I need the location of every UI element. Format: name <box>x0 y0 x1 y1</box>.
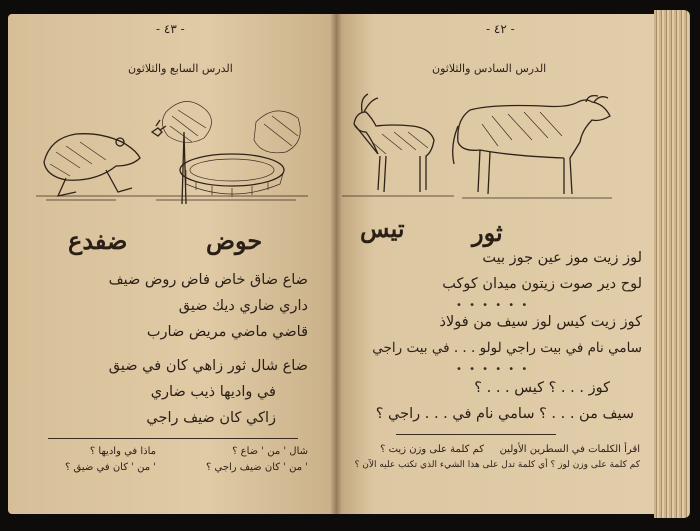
key-word-ox: ثور <box>472 218 503 247</box>
question-2: كم كلمة على وزن زيت ؟ <box>380 444 484 455</box>
question-1: شال ' من ' ضاع ؟ <box>232 446 308 457</box>
lesson-title: الدرس السادس والثلاثون <box>432 62 547 75</box>
ornament: • • • • • • <box>456 364 530 375</box>
page-number: - ٤٢ - <box>486 22 515 36</box>
divider <box>396 434 556 435</box>
reading-line-2: داري ضاري ديك ضيق <box>178 298 308 314</box>
key-word-basin: حوض <box>206 226 263 255</box>
reading-line-1: لوز زيت موز عين جوز بيت <box>482 250 642 266</box>
reading-line-4: سامي نام في بيت راجي لولو . . . في بيت راجي <box>372 340 642 356</box>
goat-ox-illustration <box>342 90 612 202</box>
reading-line-3: قاضي ماضي مريض ضارب <box>146 324 308 340</box>
fill-line-1: كوز . . . ؟ كيس . . . ؟ <box>474 380 610 396</box>
question-3: ' من ' كان ضيف راجي ؟ <box>206 462 308 473</box>
right-page <box>336 14 654 514</box>
reading-line-5: في واديها ذيب ضاري <box>150 384 276 400</box>
divider <box>48 438 298 439</box>
lesson-title: الدرس السابع والثلاثون <box>128 62 233 75</box>
fill-line-2: سيف من . . . ؟ سامي نام في . . . راجي ؟ <box>375 406 634 422</box>
ornament: • • • • • • <box>456 300 530 311</box>
question-2: ماذا في واديها ؟ <box>89 446 156 457</box>
left-page <box>8 14 336 514</box>
question-4: ' من ' كان في ضيق ؟ <box>65 462 156 473</box>
question-3: كم كلمة على وزن لوز ؟ أي كلمة تدل على هذا الشيء الذي تكتب عليه الآن ؟ <box>354 460 640 470</box>
page-number: - ٤٣ - <box>156 22 185 36</box>
reading-line-1: ضاع ضاق خاض فاض روض ضيف <box>108 272 308 288</box>
question-1: اقرأ الكلمات في السطرين الأولين <box>499 444 640 455</box>
reading-line-3: كوز زيت كيس لوز سيف من فولاذ <box>439 314 642 330</box>
page-edges <box>654 10 690 518</box>
frog-pond-illustration <box>36 92 308 204</box>
book-spine <box>330 14 342 514</box>
reading-line-6: زاكي كان ضيف راجي <box>146 410 276 426</box>
key-word-frog: ضفدع <box>68 226 128 255</box>
open-book <box>8 6 692 526</box>
key-word-goat: تيس <box>360 214 405 243</box>
reading-line-4: ضاع شال ثور زاهي كان في ضيق <box>108 358 308 374</box>
reading-line-2: لوح دير صوت زيتون ميدان كوكب <box>442 276 642 292</box>
